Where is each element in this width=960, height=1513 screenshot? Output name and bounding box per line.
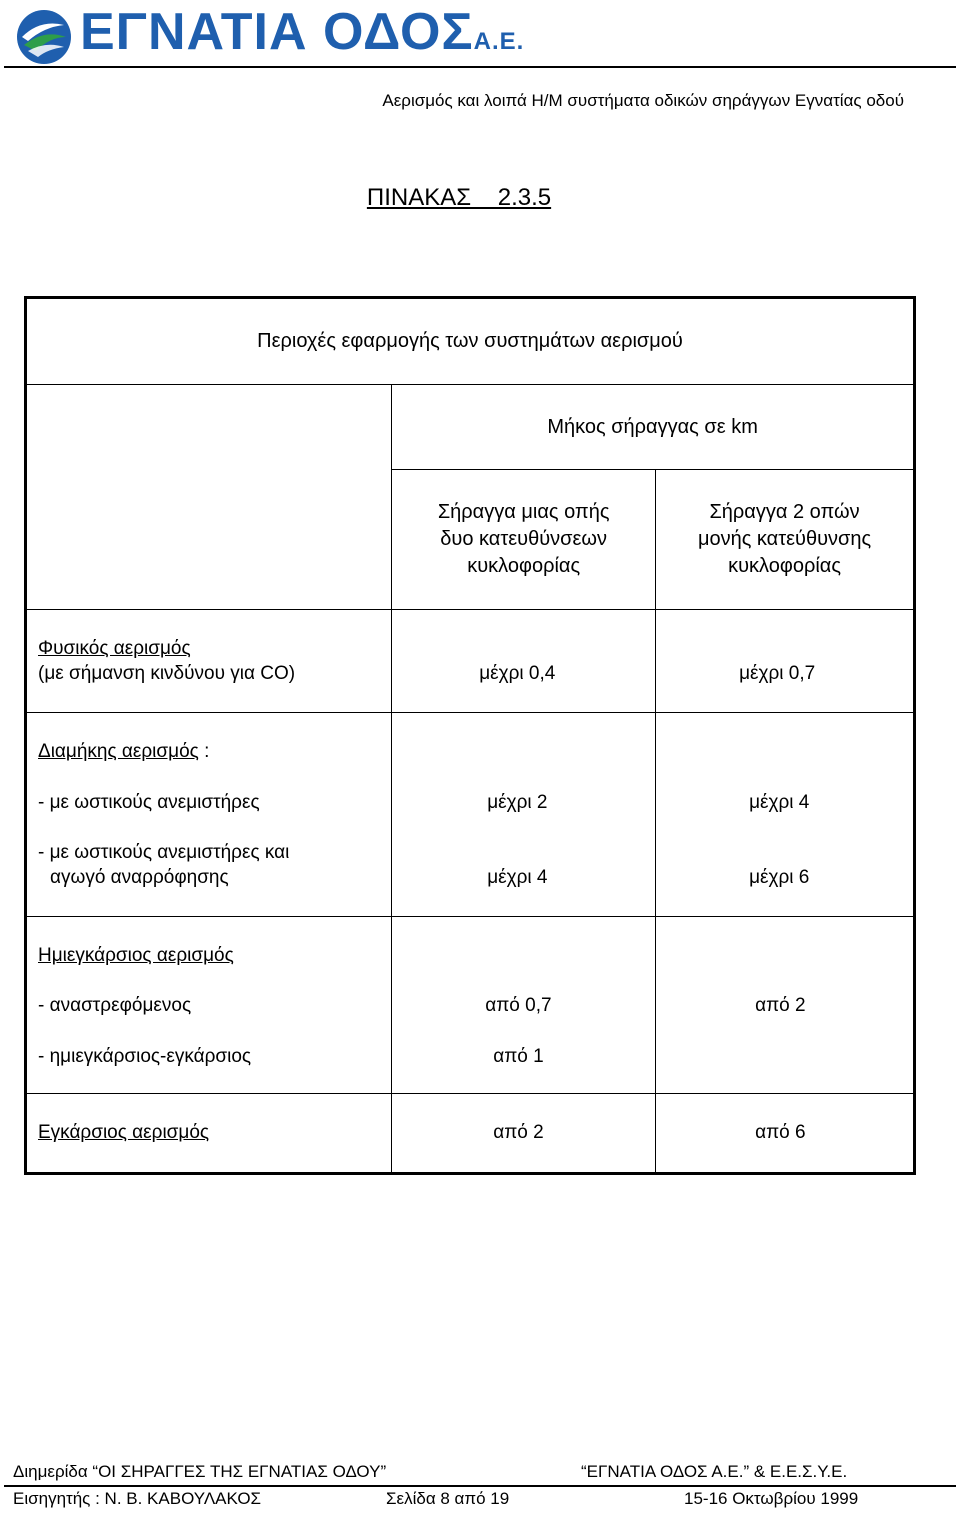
footer-organizers: “ΕΓΝΑΤΙΑ ΟΔΟΣ Α.Ε.” & Ε.Ε.Σ.Υ.Ε.: [581, 1462, 848, 1481]
footer-page-number: Σελίδα 8 από 19: [386, 1489, 510, 1508]
natural-single-bore-value-cell: [392, 610, 656, 713]
semi-transverse-transverse-label: - ημιεγκάρσιος-εγκάρσιος: [38, 1046, 252, 1067]
jet-fans-single-bore-value: μέχρι 2: [487, 792, 548, 813]
table-row-longitudinal: [26, 713, 915, 917]
semi-transverse-label: Ημιεγκάρσιος αερισμός: [38, 945, 234, 966]
tunnel-length-header: Μήκος σήραγγας σε km: [392, 385, 915, 470]
longitudinal-label-cell: [26, 713, 392, 917]
natural-ventilation-label: Φυσικός αερισμός: [38, 638, 191, 659]
semi-transverse-single-bore-cell: [392, 917, 656, 1094]
longitudinal-single-bore-cell: [392, 713, 656, 917]
logo-emblem-icon: [14, 7, 74, 67]
header-divider: [4, 66, 956, 68]
reversible-label: - αναστρεφόμενος: [38, 995, 192, 1016]
empty-header-cell: [26, 385, 392, 610]
single-bore-header: Σήραγγα μιας οπής δυο κατευθύνσεων κυκλοφορίας: [392, 470, 656, 610]
footer-divider: [4, 1485, 956, 1487]
jet-fans-extraction-twin-bore-value: μέχρι 6: [749, 867, 810, 888]
natural-ventilation-note: (με σήμανση κινδύνου για CO): [38, 663, 296, 684]
reversible-single-bore-value: από 0,7: [485, 995, 552, 1016]
twin-bore-header: Σήραγγα 2 οπών μονής κατεύθυνσης κυκλοφορίας: [656, 470, 915, 610]
transverse-single-bore-cell: [392, 1094, 656, 1174]
table-row-semi-transverse: [26, 917, 915, 1094]
natural-twin-bore-value: μέχρι 0,7: [739, 663, 816, 684]
transverse-twin-bore-cell: [656, 1094, 915, 1174]
logo-wordmark: ΕΓΝΑΤΙΑ ΟΔΟΣΑ.Ε.: [80, 3, 525, 61]
transverse-label: Εγκάρσιος αερισμός: [38, 1122, 210, 1143]
jet-fans-twin-bore-value: μέχρι 4: [749, 792, 810, 813]
jet-fans-extraction-label-line2: αγωγό αναρρόφησης: [50, 867, 229, 888]
jet-fans-label: - με ωστικούς ανεμιστήρες: [38, 792, 260, 813]
jet-fans-extraction-single-bore-value: μέχρι 4: [487, 867, 548, 888]
natural-twin-bore-value-cell: [656, 610, 915, 713]
transverse-single-bore-value: από 2: [493, 1122, 544, 1143]
natural-ventilation-label-cell: [26, 610, 392, 713]
table-heading: Περιοχές εφαρμογής των συστημάτων αερισμού: [26, 298, 915, 385]
footer-date: 15-16 Οκτωβρίου 1999: [684, 1489, 859, 1508]
jet-fans-extraction-label-line1: - με ωστικούς ανεμιστήρες και: [38, 842, 290, 863]
company-logo: [14, 3, 525, 68]
natural-single-bore-value: μέχρι 0,4: [479, 663, 556, 684]
ventilation-table: [24, 296, 916, 1175]
footer-speaker: Εισηγητής : Ν. Β. ΚΑΒΟΥΛΑΚΟΣ: [13, 1489, 262, 1508]
semi-transverse-twin-bore-cell: [656, 917, 915, 1094]
table-caption: ΠΙΝΑΚΑΣ 2.3.5: [366, 184, 552, 211]
table-row-transverse: [26, 1094, 915, 1174]
footer-event: Διημερίδα “ΟΙ ΣΗΡΑΓΓΕΣ ΤΗΣ ΕΓΝΑΤΙΑΣ ΟΔΟΥ”: [13, 1462, 387, 1481]
semi-transverse-single-bore-value: από 1: [493, 1046, 544, 1067]
semi-transverse-label-cell: [26, 917, 392, 1094]
transverse-label-cell: [26, 1094, 392, 1174]
table-row-natural: [26, 610, 915, 713]
longitudinal-twin-bore-cell: [656, 713, 915, 917]
longitudinal-ventilation-label: Διαμήκης αερισμός :: [38, 741, 210, 762]
transverse-twin-bore-value: από 6: [755, 1122, 806, 1143]
reversible-twin-bore-value: από 2: [755, 995, 806, 1016]
document-subtitle: Αερισμός και λοιπά Η/Μ συστήματα οδικών σηράγγων Εγνατίας οδού: [382, 91, 904, 110]
